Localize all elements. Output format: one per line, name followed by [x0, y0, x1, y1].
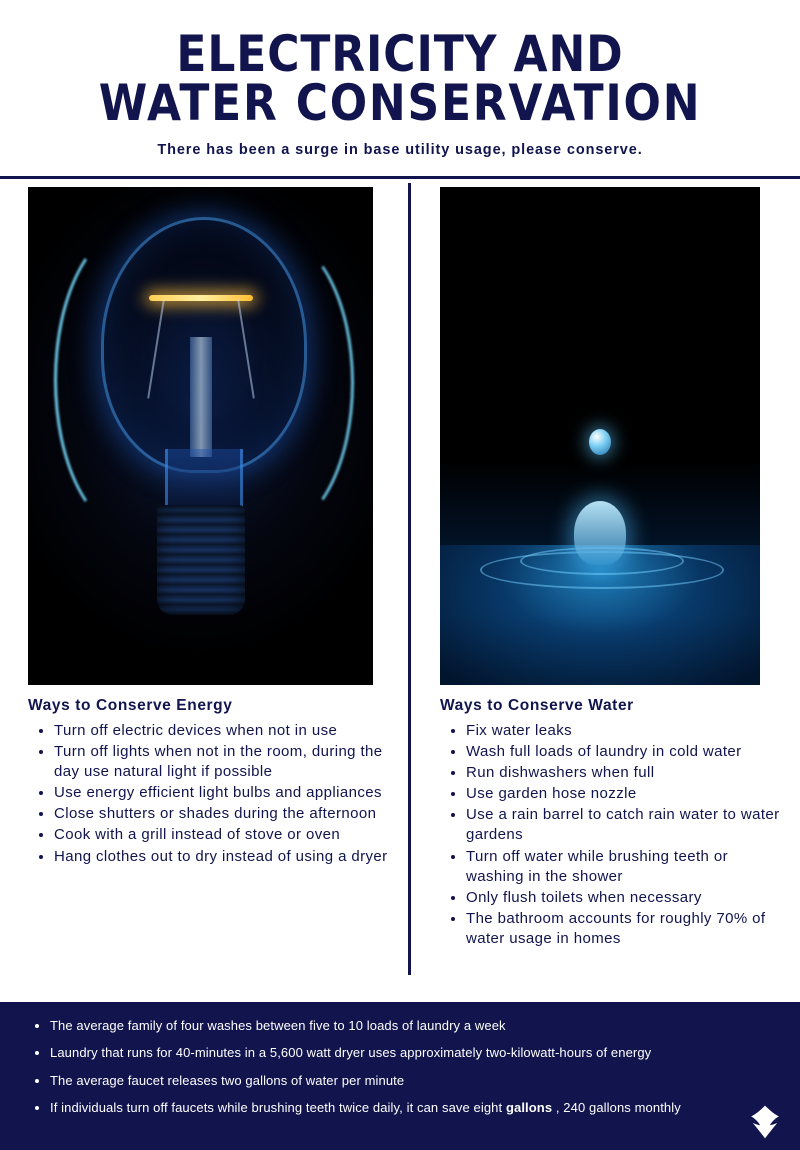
eagle-crest-logo: [748, 1104, 782, 1140]
list-item: • Turn off lights when not in the room, during the day use natural light if possible: [54, 742, 390, 782]
poster-header: [0, 0, 800, 164]
water-column: [400, 179, 800, 985]
water-section-title: Ways to Conserve Water: [440, 697, 634, 714]
fact-text: The average family of four washes between five to 10 loads of laundry a week: [50, 1018, 506, 1033]
list-item: • The bathroom accounts for roughly 70% of water usage in homes: [466, 909, 786, 949]
title-line-1: ELECTRICITY AND: [176, 25, 624, 83]
list-item: • Turn off electric devices when not in use: [54, 721, 390, 741]
water-droplet-photo: [440, 187, 760, 685]
column-divider: [408, 183, 411, 975]
fact-text: Laundry that runs for 40-minutes in a 5,600 watt dryer uses approximately two-kilowatt-hours of energy: [50, 1045, 652, 1061]
bulb-neck: [165, 449, 243, 509]
list-item: • Turn off water while brushing teeth or washing in the shower: [466, 847, 786, 887]
energy-section-title: Ways to Conserve Energy: [28, 697, 233, 714]
fact-text: The average faucet releases two gallons of water per minute: [50, 1072, 405, 1088]
footer-facts-bar: [0, 1002, 800, 1150]
facts-list: [26, 1018, 780, 1116]
list-item: [50, 1100, 780, 1116]
list-item: [50, 1073, 780, 1089]
bulb-screw-base: [157, 505, 245, 615]
list-item: [50, 1018, 780, 1034]
water-droplet: [589, 429, 611, 455]
list-item: • Hang clothes out to dry instead of using a dryer: [54, 847, 390, 867]
bulb-illustration: [28, 187, 373, 685]
fact-text-bold: gallons: [505, 1099, 553, 1115]
list-item: • Use garden hose nozzle: [466, 784, 786, 804]
energy-tips-list: [28, 721, 390, 867]
list-item: • Close shutters or shades during the afternoon: [54, 804, 390, 824]
energy-column: [0, 179, 400, 985]
fact-text: If individuals turn off faucets while brushing teeth twice daily, it can save eight: [50, 1099, 506, 1115]
list-item: • Use energy efficient light bulbs and appliances: [54, 783, 390, 803]
water-tips-list: [440, 721, 786, 949]
fact-text-tail: , 240 gallons monthly: [552, 1099, 681, 1115]
page-title: [20, 25, 780, 132]
list-item: • Wash full loads of laundry in cold water: [466, 742, 786, 762]
title-line-2: WATER CONSERVATION: [98, 74, 702, 132]
list-item: • Fix water leaks: [466, 721, 786, 741]
subtitle: There has been a surge in base utility usage, please conserve.: [157, 142, 643, 158]
list-item: [50, 1045, 780, 1061]
bulb-stem: [190, 337, 212, 457]
list-item: • Use a rain barrel to catch rain water to water gardens: [466, 805, 786, 845]
light-bulb-photo: [28, 187, 373, 685]
water-illustration: [440, 187, 760, 685]
water-splash-column: [574, 501, 626, 565]
list-item: • Cook with a grill instead of stove or oven: [54, 825, 390, 845]
content-columns: [0, 179, 800, 985]
list-item: • Run dishwashers when full: [466, 763, 786, 783]
list-item: • Only flush toilets when necessary: [466, 888, 786, 908]
